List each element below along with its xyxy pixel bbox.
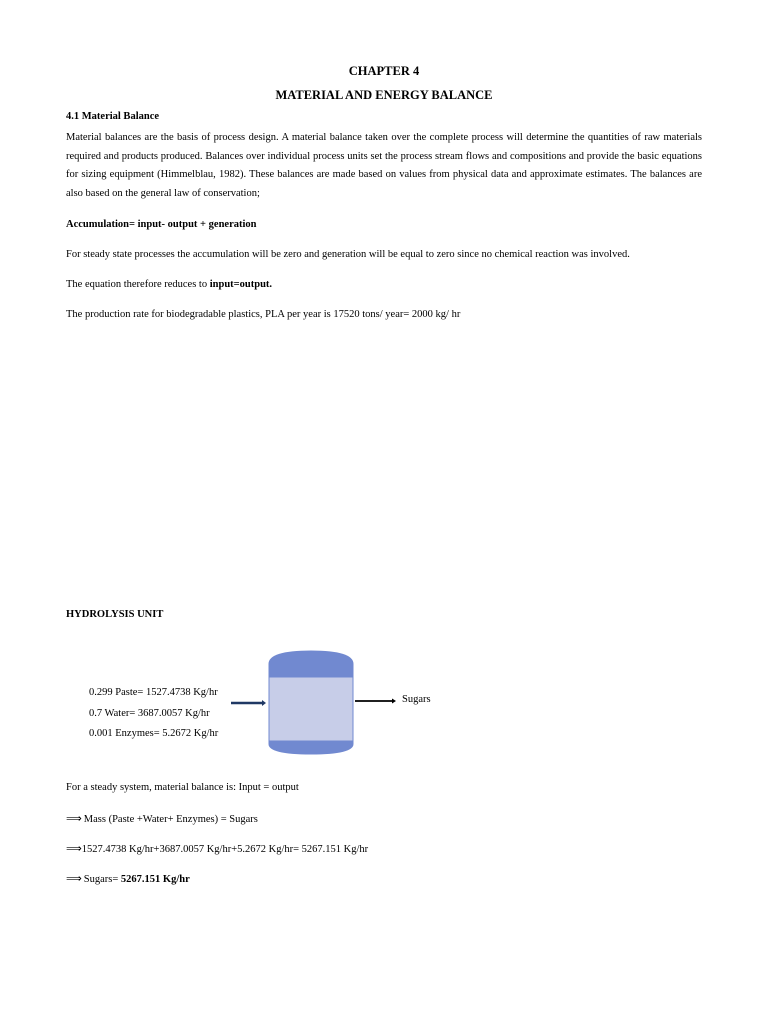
- output-sugars-label: Sugars: [402, 694, 431, 705]
- implies-icon: ⟹: [66, 872, 82, 885]
- production-rate-paragraph: The production rate for biodegradable plastics, PLA per year is 17520 tons/ year= 2000 kg/ hr: [66, 309, 461, 320]
- balance-step-3: [66, 872, 190, 885]
- balance-step-1: [66, 812, 258, 825]
- balance-step-3-text: Sugars=: [83, 874, 121, 885]
- hydrolysis-heading: HYDROLYSIS UNIT: [66, 609, 164, 620]
- reduces-text: The equation therefore reduces to: [66, 279, 210, 290]
- balance-step-1-text: Mass (Paste +Water+ Enzymes) = Sugars: [83, 814, 258, 825]
- balance-intro: For a steady system, material balance is: Input = output: [66, 782, 299, 793]
- inlet-arrow-head: [262, 700, 266, 706]
- tank-bottom-cap: [269, 741, 353, 754]
- tank-body: [269, 677, 353, 741]
- sugars-result: 5267.151 Kg/hr: [120, 874, 190, 885]
- implies-icon: ⟹: [66, 812, 82, 825]
- reduces-equation: input=output.: [209, 279, 273, 290]
- input-water: 0.7 Water= 3687.0057 Kg/hr: [89, 708, 210, 719]
- chapter-title: MATERIAL AND ENERGY BALANCE: [275, 88, 493, 102]
- reduces-paragraph: [66, 279, 272, 290]
- tank-top-cap: [269, 651, 353, 677]
- implies-icon: ⟹: [66, 842, 82, 855]
- steady-state-paragraph: For steady state processes the accumulation will be zero and generation will be equal to zero since no chemical reaction was involved.: [66, 249, 630, 260]
- outlet-arrow-head: [392, 699, 396, 704]
- input-paste: 0.299 Paste= 1527.4738 Kg/hr: [89, 687, 218, 698]
- accumulation-equation: Accumulation= input- output + generation: [66, 219, 257, 230]
- chapter-heading: CHAPTER 4: [348, 64, 420, 78]
- balance-step-2: [66, 842, 368, 855]
- section-heading: 4.1 Material Balance: [66, 111, 160, 122]
- balance-step-2-text: 1527.4738 Kg/hr+3687.0057 Kg/hr+5.2672 Kg/hr= 5267.151 Kg/hr: [81, 844, 369, 855]
- intro-paragraph: Material balances are the basis of process design. A material balance taken over the complete process will determine the quantities of raw materials required and products produced. Balances over individual process units set the process stream flows and compositions and provide the basic equations for sizing equipment (Himmelblau, 1982). These balances are made based on values from physical data and approximate estimates. The balances are also based on the general law of conservation;: [66, 132, 702, 200]
- input-enzymes: 0.001 Enzymes= 5.2672 Kg/hr: [89, 728, 219, 739]
